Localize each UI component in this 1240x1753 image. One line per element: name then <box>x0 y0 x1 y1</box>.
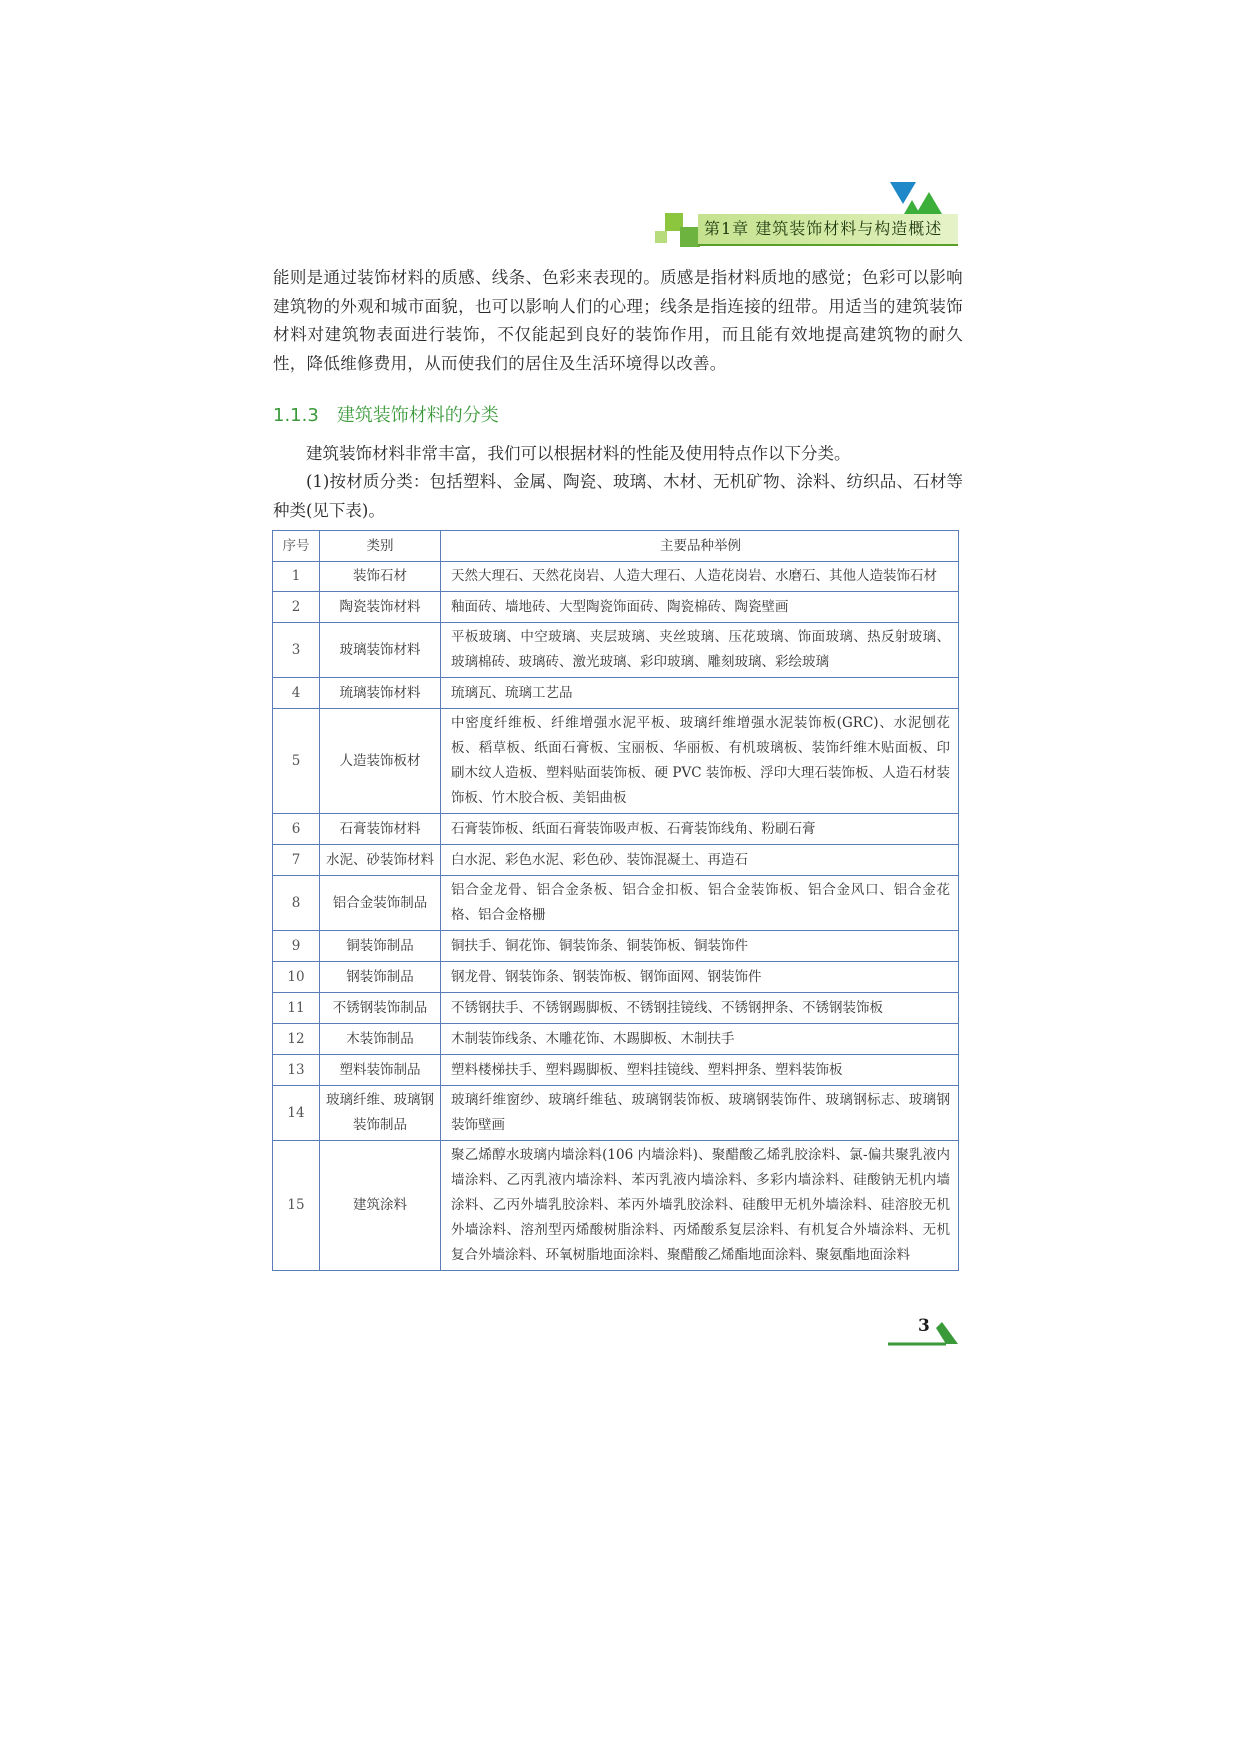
page-number: 3 <box>918 1316 930 1336</box>
cell-no: 1 <box>273 562 320 592</box>
table-row <box>273 993 959 1024</box>
cell-no: 9 <box>273 931 320 962</box>
cell-examples: 釉面砖、墙地砖、大型陶瓷饰面砖、陶瓷棉砖、陶瓷壁画 <box>441 592 959 623</box>
cell-no: 13 <box>273 1055 320 1086</box>
body-paragraph: 能则是通过装饰材料的质感、线条、色彩来表现的。质感是指材料质地的感觉；色彩可以影响建筑物的外观和城市面貌，也可以影响人们的心理；线条是指连接的纽带。用适当的建筑装饰材料对建筑物表面进行装饰，不仅能起到良好的装饰作用，而且能有效地提高建筑物的耐久性，降低维修费用，从而使我们的居住及生活环境得以改善。 <box>273 268 963 373</box>
cell-no: 10 <box>273 962 320 993</box>
cell-category: 陶瓷装饰材料 <box>320 592 441 623</box>
cell-examples: 铜扶手、铜花饰、铜装饰条、铜装饰板、铜装饰件 <box>441 931 959 962</box>
cell-examples: 铝合金龙骨、铝合金条板、铝合金扣板、铝合金装饰板、铝合金风口、铝合金花格、铝合金格栅 <box>441 876 959 931</box>
decor-square <box>655 231 667 243</box>
section-heading <box>273 401 499 427</box>
table-row <box>273 1055 959 1086</box>
cell-category: 钢装饰制品 <box>320 962 441 993</box>
cell-no: 5 <box>273 709 320 814</box>
table-row <box>273 1086 959 1141</box>
cell-category: 建筑涂料 <box>320 1141 441 1271</box>
table-row <box>273 931 959 962</box>
cell-no: 15 <box>273 1141 320 1271</box>
intro-paragraph: 建筑装饰材料非常丰富，我们可以根据材料的性能及使用特点作以下分类。 <box>306 444 851 463</box>
cell-examples: 钢龙骨、钢装饰条、钢装饰板、钢饰面网、钢装饰件 <box>441 962 959 993</box>
cell-category: 装饰石材 <box>320 562 441 592</box>
cell-examples: 琉璃瓦、琉璃工艺品 <box>441 678 959 709</box>
cell-category: 不锈钢装饰制品 <box>320 993 441 1024</box>
cell-category: 玻璃装饰材料 <box>320 623 441 678</box>
section-number: 1.1.3 <box>273 405 319 426</box>
cell-category: 塑料装饰制品 <box>320 1055 441 1086</box>
materials-table <box>272 530 959 1271</box>
cell-no: 14 <box>273 1086 320 1141</box>
cell-category: 铝合金装饰制品 <box>320 876 441 931</box>
cell-examples: 白水泥、彩色水泥、彩色砂、装饰混凝土、再造石 <box>441 845 959 876</box>
table-row <box>273 678 959 709</box>
table-row <box>273 962 959 993</box>
cell-examples: 木制装饰线条、木雕花饰、木踢脚板、木制扶手 <box>441 1024 959 1055</box>
cell-examples: 玻璃纤维窗纱、玻璃纤维毡、玻璃钢装饰板、玻璃钢装饰件、玻璃钢标志、玻璃钢装饰壁画 <box>441 1086 959 1141</box>
cell-category: 人造装饰板材 <box>320 709 441 814</box>
table-row <box>273 623 959 678</box>
table-row <box>273 876 959 931</box>
cell-category: 水泥、砂装饰材料 <box>320 845 441 876</box>
cell-no: 2 <box>273 592 320 623</box>
cell-examples: 塑料楼梯扶手、塑料踢脚板、塑料挂镜线、塑料押条、塑料装饰板 <box>441 1055 959 1086</box>
cell-examples: 天然大理石、天然花岗岩、人造大理石、人造花岗岩、水磨石、其他人造装饰石材 <box>441 562 959 592</box>
decor-square <box>680 227 700 247</box>
table-row <box>273 592 959 623</box>
cell-no: 3 <box>273 623 320 678</box>
cell-category: 琉璃装饰材料 <box>320 678 441 709</box>
cell-examples: 石膏装饰板、纸面石膏装饰吸声板、石膏装饰线角、粉刷石膏 <box>441 814 959 845</box>
publisher-logo-icon <box>890 180 942 216</box>
header-no: 序号 <box>273 531 320 562</box>
cell-no: 11 <box>273 993 320 1024</box>
cell-no: 6 <box>273 814 320 845</box>
cell-category: 石膏装饰材料 <box>320 814 441 845</box>
table-row <box>273 814 959 845</box>
table-row <box>273 845 959 876</box>
intro-paragraph: (1)按材质分类：包括塑料、金属、陶瓷、玻璃、木材、无机矿物、涂料、纺织品、石材等种类(见下表)。 <box>273 472 963 520</box>
cell-examples: 聚乙烯醇水玻璃内墙涂料(106 内墙涂料)、聚醋酸乙烯乳胶涂料、氯-偏共聚乳液内墙涂料、乙丙乳液内墙涂料、苯丙乳液内墙涂料、多彩内墙涂料、硅酸钠无机内墙涂料、乙丙外墙乳胶涂料、苯丙外墙乳胶涂料、硅酸甲无机外墙涂料、硅溶胶无机外墙涂料、溶剂型丙烯酸树脂涂料、丙烯酸系复层涂料、有机复合外墙涂料、无机复合外墙涂料、环氧树脂地面涂料、聚醋酸乙烯酯地面涂料、聚氨酯地面涂料 <box>441 1141 959 1271</box>
section-title: 建筑装饰材料的分类 <box>336 405 499 426</box>
header-category: 类别 <box>320 531 441 562</box>
header-examples: 主要品种举例 <box>441 531 959 562</box>
cell-examples: 不锈钢扶手、不锈钢踢脚板、不锈钢挂镜线、不锈钢押条、不锈钢装饰板 <box>441 993 959 1024</box>
cell-no: 12 <box>273 1024 320 1055</box>
table-row <box>273 562 959 592</box>
cell-examples: 中密度纤维板、纤维增强水泥平板、玻璃纤维增强水泥装饰板(GRC)、水泥刨花板、稻草板、纸面石膏板、宝丽板、华丽板、有机玻璃板、装饰纤维木贴面板、印刷木纹人造板、塑料贴面装饰板、硬 PVC 装饰板、浮印大理石装饰板、人造石材装饰板、竹木胶合板、美铝曲板 <box>441 709 959 814</box>
cell-no: 7 <box>273 845 320 876</box>
chapter-header: 第1章 建筑装饰材料与构造概述 <box>698 214 958 246</box>
table-header-row <box>273 531 959 562</box>
cell-category: 木装饰制品 <box>320 1024 441 1055</box>
table-row <box>273 709 959 814</box>
cell-no: 8 <box>273 876 320 931</box>
cell-category: 玻璃纤维、玻璃钢装饰制品 <box>320 1086 441 1141</box>
cell-examples: 平板玻璃、中空玻璃、夹层玻璃、夹丝玻璃、压花玻璃、饰面玻璃、热反射玻璃、玻璃棉砖、玻璃砖、激光玻璃、彩印玻璃、雕刻玻璃、彩绘玻璃 <box>441 623 959 678</box>
table-row <box>273 1141 959 1271</box>
cell-no: 4 <box>273 678 320 709</box>
cell-category: 铜装饰制品 <box>320 931 441 962</box>
table-row <box>273 1024 959 1055</box>
